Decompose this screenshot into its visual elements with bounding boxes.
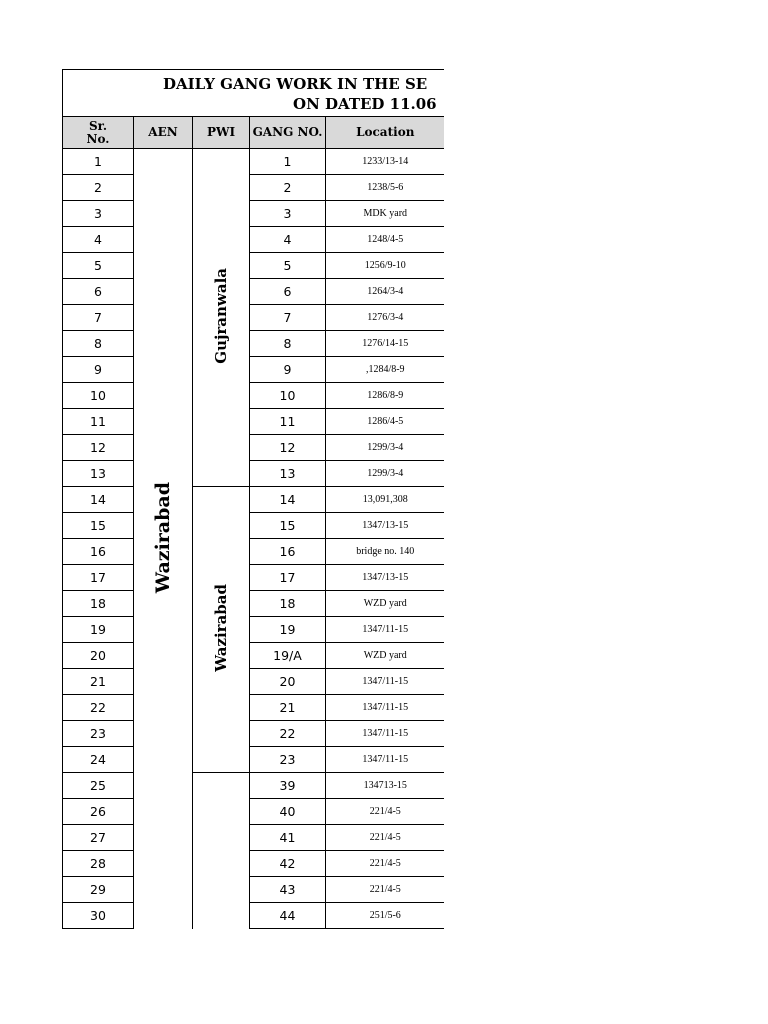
gang-no-cell: 7: [250, 305, 326, 331]
sr-no-cell: 30: [63, 903, 134, 929]
sr-no-cell: 22: [63, 695, 134, 721]
sr-no-cell: 27: [63, 825, 134, 851]
location-cell: 221/4-5: [326, 877, 445, 903]
location-cell: 221/4-5: [326, 851, 445, 877]
header-location: Location: [326, 117, 445, 149]
aen-cell: [134, 149, 193, 929]
table-row: [63, 617, 445, 643]
table-row: [63, 513, 445, 539]
gang-table-body: [63, 149, 445, 929]
sr-no-cell: 29: [63, 877, 134, 903]
sr-no-cell: 8: [63, 331, 134, 357]
header-sr-no: [63, 117, 134, 149]
table-row: [63, 643, 445, 669]
sr-no-cell: 20: [63, 643, 134, 669]
gang-no-cell: 19/A: [250, 643, 326, 669]
gang-no-cell: 12: [250, 435, 326, 461]
table-row: [63, 305, 445, 331]
location-cell: WZD yard: [326, 643, 445, 669]
gang-no-cell: 13: [250, 461, 326, 487]
table-row: [63, 539, 445, 565]
gang-no-cell: 17: [250, 565, 326, 591]
gang-no-cell: 4: [250, 227, 326, 253]
table-row: [63, 227, 445, 253]
location-cell: 1347/11-15: [326, 695, 445, 721]
header-row: [63, 117, 445, 149]
aen-label: Wazirabad: [152, 481, 174, 593]
location-cell: 13,091,308: [326, 487, 445, 513]
location-cell: 251/5-6: [326, 903, 445, 929]
location-cell: WZD yard: [326, 591, 445, 617]
table-row: [63, 877, 445, 903]
gang-no-cell: 5: [250, 253, 326, 279]
gang-no-cell: 14: [250, 487, 326, 513]
sr-no-cell: 26: [63, 799, 134, 825]
location-cell: 1286/8-9: [326, 383, 445, 409]
table-row: [63, 201, 445, 227]
table-row: [63, 175, 445, 201]
sr-no-cell: 17: [63, 565, 134, 591]
pwi-cell: [193, 487, 250, 773]
location-cell: ,1284/8-9: [326, 357, 445, 383]
gang-no-cell: 44: [250, 903, 326, 929]
pwi-label: Gujranwala: [212, 268, 230, 364]
table-row: [63, 357, 445, 383]
table-row: [63, 487, 445, 513]
gang-no-cell: 1: [250, 149, 326, 175]
sr-no-cell: 11: [63, 409, 134, 435]
pwi-cell: [193, 773, 250, 929]
location-cell: 1248/4-5: [326, 227, 445, 253]
location-cell: 1347/11-15: [326, 617, 445, 643]
sr-no-cell: 10: [63, 383, 134, 409]
gang-no-cell: 23: [250, 747, 326, 773]
header-pwi: PWI: [193, 117, 250, 149]
sr-no-cell: 16: [63, 539, 134, 565]
sr-no-cell: 14: [63, 487, 134, 513]
sr-no-cell: 19: [63, 617, 134, 643]
table-row: [63, 565, 445, 591]
gang-no-cell: 2: [250, 175, 326, 201]
header-aen: AEN: [134, 117, 193, 149]
gang-table: [62, 116, 444, 929]
table-row: [63, 253, 445, 279]
sheet-title: [62, 69, 444, 117]
gang-no-cell: 42: [250, 851, 326, 877]
location-cell: 1299/3-4: [326, 461, 445, 487]
gang-no-cell: 21: [250, 695, 326, 721]
gang-no-cell: 39: [250, 773, 326, 799]
location-cell: 221/4-5: [326, 825, 445, 851]
table-row: [63, 825, 445, 851]
table-row: [63, 773, 445, 799]
location-cell: 1286/4-5: [326, 409, 445, 435]
location-cell: 1238/5-6: [326, 175, 445, 201]
table-row: [63, 747, 445, 773]
location-cell: 1264/3-4: [326, 279, 445, 305]
sr-no-cell: 1: [63, 149, 134, 175]
sr-no-cell: 21: [63, 669, 134, 695]
gang-no-cell: 8: [250, 331, 326, 357]
table-row: [63, 669, 445, 695]
title-line-2: ON DATED 11.06: [293, 95, 437, 113]
table-row: [63, 435, 445, 461]
gang-no-cell: 9: [250, 357, 326, 383]
table-row: [63, 461, 445, 487]
gang-no-cell: 43: [250, 877, 326, 903]
table-row: [63, 383, 445, 409]
sr-no-cell: 7: [63, 305, 134, 331]
sr-no-cell: 24: [63, 747, 134, 773]
sr-no-cell: 4: [63, 227, 134, 253]
title-line-1: DAILY GANG WORK IN THE SE: [163, 75, 428, 93]
table-row: [63, 149, 445, 175]
location-cell: 1347/11-15: [326, 721, 445, 747]
sr-no-cell: 13: [63, 461, 134, 487]
sr-no-cell: 6: [63, 279, 134, 305]
gang-no-cell: 11: [250, 409, 326, 435]
gang-no-cell: 40: [250, 799, 326, 825]
location-cell: 1347/11-15: [326, 669, 445, 695]
sr-no-cell: 15: [63, 513, 134, 539]
header-gang-no: GANG NO.: [250, 117, 326, 149]
header-sr-no-line-1: Sr.: [88, 118, 108, 133]
gang-no-cell: 22: [250, 721, 326, 747]
gang-no-cell: 10: [250, 383, 326, 409]
gang-no-cell: 15: [250, 513, 326, 539]
table-row: [63, 799, 445, 825]
location-cell: 221/4-5: [326, 799, 445, 825]
location-cell: 1276/14-15: [326, 331, 445, 357]
table-row: [63, 279, 445, 305]
pwi-label: Wazirabad: [212, 584, 230, 672]
location-cell: 1276/3-4: [326, 305, 445, 331]
header-sr-no-line-2: No.: [86, 131, 110, 146]
location-cell: 1299/3-4: [326, 435, 445, 461]
sr-no-cell: 28: [63, 851, 134, 877]
location-cell: 134713-15: [326, 773, 445, 799]
gang-work-sheet: [62, 69, 444, 929]
sr-no-cell: 2: [63, 175, 134, 201]
pwi-cell: [193, 149, 250, 487]
table-row: [63, 903, 445, 929]
sr-no-cell: 23: [63, 721, 134, 747]
location-cell: MDK yard: [326, 201, 445, 227]
table-row: [63, 409, 445, 435]
table-row: [63, 591, 445, 617]
sr-no-cell: 3: [63, 201, 134, 227]
gang-no-cell: 18: [250, 591, 326, 617]
location-cell: 1347/11-15: [326, 747, 445, 773]
table-row: [63, 851, 445, 877]
sr-no-cell: 25: [63, 773, 134, 799]
sr-no-cell: 18: [63, 591, 134, 617]
sr-no-cell: 12: [63, 435, 134, 461]
location-cell: bridge no. 140: [326, 539, 445, 565]
sr-no-cell: 5: [63, 253, 134, 279]
location-cell: 1256/9-10: [326, 253, 445, 279]
gang-no-cell: 16: [250, 539, 326, 565]
location-cell: 1233/13-14: [326, 149, 445, 175]
location-cell: 1347/13-15: [326, 513, 445, 539]
location-cell: 1347/13-15: [326, 565, 445, 591]
table-row: [63, 331, 445, 357]
gang-no-cell: 6: [250, 279, 326, 305]
gang-no-cell: 3: [250, 201, 326, 227]
sr-no-cell: 9: [63, 357, 134, 383]
gang-no-cell: 19: [250, 617, 326, 643]
table-row: [63, 695, 445, 721]
gang-no-cell: 41: [250, 825, 326, 851]
gang-no-cell: 20: [250, 669, 326, 695]
table-row: [63, 721, 445, 747]
